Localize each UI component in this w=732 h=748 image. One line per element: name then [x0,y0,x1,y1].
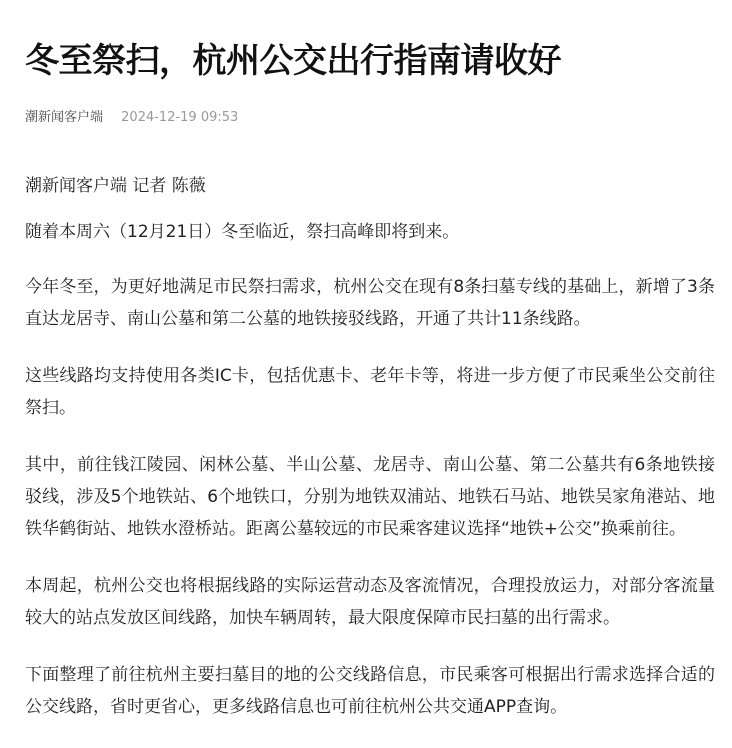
article-meta [25,108,238,128]
body-paragraph: 其中，前往钱江陵园、闲林公墓、半山公墓、龙居寺、南山公墓、第二公墓共有6条地铁接驳线，涉及5个地铁站、6个地铁口，分别为地铁双浦站、地铁石马站、地铁吴家角港站、地铁华鹤街站、地铁水澄桥站。距离公墓较远的市民乘客建议选择“地铁+公交”换乘前往。 [25,455,715,539]
article-body [25,170,715,748]
source-name[interactable]: 潮新闻客户端 [25,110,104,125]
body-paragraph: 今年冬至，为更好地满足市民祭扫需求，杭州公交在现有8条扫墓专线的基础上，新增了3条直达龙居寺、南山公墓和第二公墓的地铁接驳线路，开通了共计11条线路。 [25,277,715,329]
body-paragraph: 下面整理了前往杭州主要扫墓目的地的公交线路信息，市民乘客可根据出行需求选择合适的公交线路，省时更省心，更多线路信息也可前往杭州公共交通APP查询。 [25,665,715,717]
body-paragraph: 这些线路均支持使用各类IC卡，包括优惠卡、老年卡等，将进一步方便了市民乘坐公交前往祭扫。 [25,366,715,418]
publish-time: 2024-12-19 09:53 [121,110,239,125]
body-paragraph: 本周起，杭州公交也将根据线路的实际运营动态及客流情况，合理投放运力，对部分客流量较大的站点发放区间线路，加快车辆周转，最大限度保障市民扫墓的出行需求。 [25,576,715,628]
byline-paragraph: 潮新闻客户端 记者 陈薇 [25,176,206,196]
article-title: 冬至祭扫，杭州公交出行指南请收好 [25,41,561,81]
body-paragraph: 随着本周六（12月21日）冬至临近，祭扫高峰即将到来。 [25,222,460,242]
